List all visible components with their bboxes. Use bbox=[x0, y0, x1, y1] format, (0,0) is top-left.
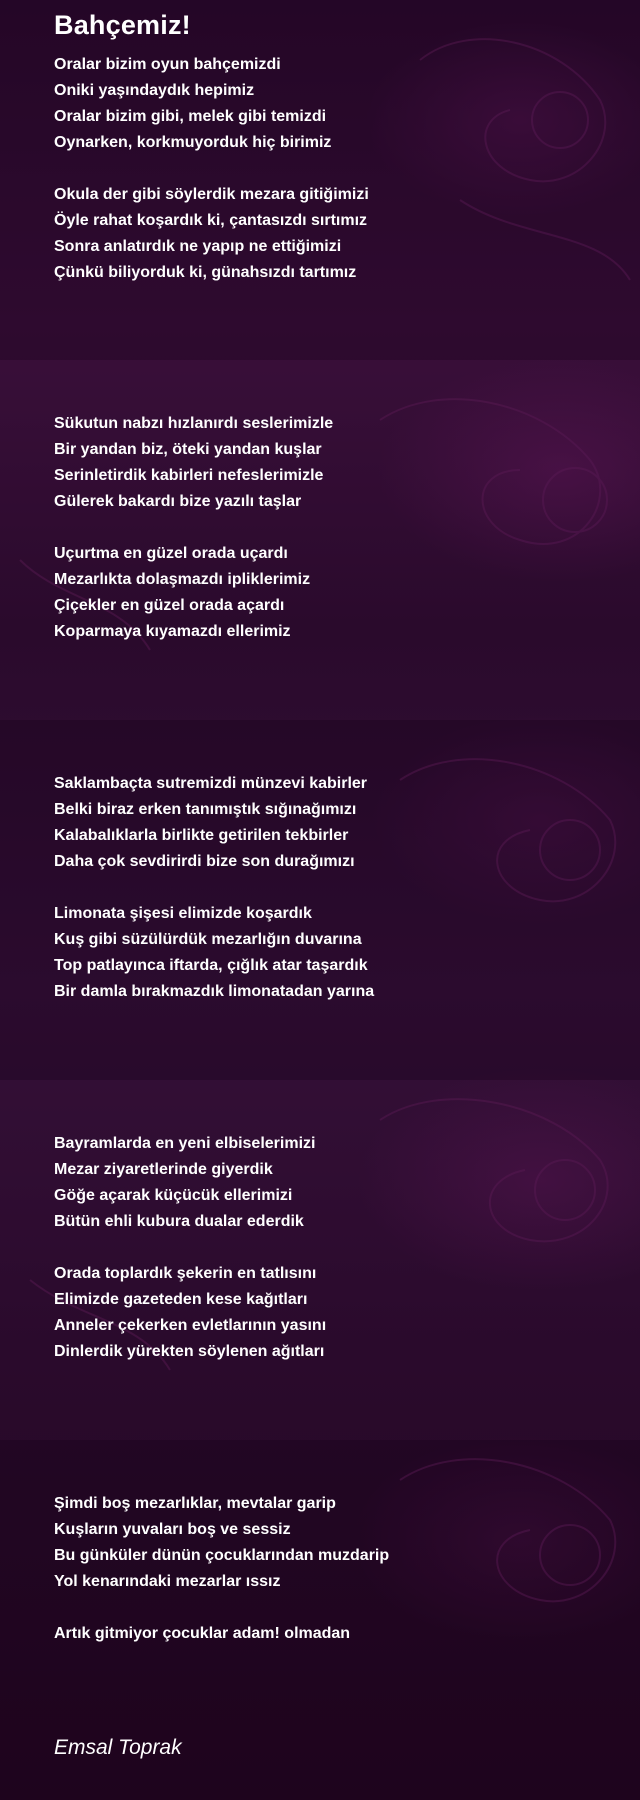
poem-line: Göğe açarak küçücük ellerimizi bbox=[54, 1187, 293, 1204]
poem-line: Oynarken, korkmuyorduk hiç birimiz bbox=[54, 134, 332, 151]
poem-line: Saklambaçta sutremizdi münzevi kabirler bbox=[54, 775, 368, 792]
poem-title: Bahçemiz! bbox=[54, 10, 191, 40]
poem-line: Limonata şişesi elimizde koşardık bbox=[54, 905, 312, 922]
poem-line: Okula der gibi söylerdik mezara gitiğimizi bbox=[54, 186, 369, 203]
stanza-gap bbox=[54, 1235, 614, 1261]
poem-line: Çünkü biliyorduk ki, günahsızdı tartımız bbox=[54, 264, 357, 281]
poem-line: Bir yandan biz, öteki yandan kuşlar bbox=[54, 441, 322, 458]
poem-author: Emsal Toprak bbox=[54, 1736, 182, 1759]
poem-line: Daha çok sevdirirdi bize son durağımızı bbox=[54, 853, 355, 870]
stanza-group-5 bbox=[54, 1491, 614, 1647]
stanza-group-3 bbox=[54, 771, 614, 1005]
poem-line: Kuşların yuvaları boş ve sessiz bbox=[54, 1521, 291, 1538]
poem-line: Çiçekler en güzel orada açardı bbox=[54, 597, 285, 614]
poem-line: Oralar bizim gibi, melek gibi temizdi bbox=[54, 108, 327, 125]
poem-line: Kalabalıklarla birlikte getirilen tekbirler bbox=[54, 827, 349, 844]
poem-line: Oniki yaşındaydık hepimiz bbox=[54, 82, 255, 99]
poem-line: Bayramlarda en yeni elbiselerimizi bbox=[54, 1135, 316, 1152]
poem-line: Mezar ziyaretlerinde giyerdik bbox=[54, 1161, 273, 1178]
poem-line: Artık gitmiyor çocuklar adam! olmadan bbox=[54, 1625, 351, 1642]
poem-line: Serinletirdik kabirleri nefeslerimizle bbox=[54, 467, 324, 484]
stanza-group-2 bbox=[54, 411, 614, 645]
stanza-group-1 bbox=[54, 52, 614, 286]
stanza-gap bbox=[54, 156, 614, 182]
poem-line: Bütün ehli kubura dualar ederdik bbox=[54, 1213, 304, 1230]
stanza-gap bbox=[54, 1595, 614, 1621]
poem-line: Sükutun nabzı hızlanırdı seslerimizle bbox=[54, 415, 334, 432]
poem-line: Elimizde gazeteden kese kağıtları bbox=[54, 1291, 308, 1308]
poem-line: Top patlayınca iftarda, çığlık atar taşardık bbox=[54, 957, 368, 974]
poem-line: Koparmaya kıyamazdı ellerimiz bbox=[54, 623, 291, 640]
poem-line: Uçurtma en güzel orada uçardı bbox=[54, 545, 288, 562]
poem-line: Yol kenarındaki mezarlar ıssız bbox=[54, 1573, 281, 1590]
stanza-gap bbox=[54, 875, 614, 901]
poem-line: Kuş gibi süzülürdük mezarlığın duvarına bbox=[54, 931, 362, 948]
poem-line: Oralar bizim oyun bahçemizdi bbox=[54, 56, 281, 73]
poem-line: Dinlerdik yürekten söylenen ağıtları bbox=[54, 1343, 325, 1360]
poem-line: Belki biraz erken tanımıştık sığınağımızı bbox=[54, 801, 357, 818]
poem-line: Öyle rahat koşardık ki, çantasızdı sırtımız bbox=[54, 212, 368, 229]
stanza-gap bbox=[54, 515, 614, 541]
poem-line: Orada toplardık şekerin en tatlısını bbox=[54, 1265, 317, 1282]
poem-line: Anneler çekerken evletlarının yasını bbox=[54, 1317, 327, 1334]
poem-line: Bu günküler dünün çocuklarından muzdarip bbox=[54, 1547, 390, 1564]
poem-line: Bir damla bırakmazdık limonatadan yarına bbox=[54, 983, 375, 1000]
poem-line: Gülerek bakardı bize yazılı taşlar bbox=[54, 493, 302, 510]
poem-line: Sonra anlatırdık ne yapıp ne ettiğimizi bbox=[54, 238, 342, 255]
stanza-group-4 bbox=[54, 1131, 614, 1365]
poem-line: Şimdi boş mezarlıklar, mevtalar garip bbox=[54, 1495, 336, 1512]
poem-line: Mezarlıkta dolaşmazdı ipliklerimiz bbox=[54, 571, 311, 588]
